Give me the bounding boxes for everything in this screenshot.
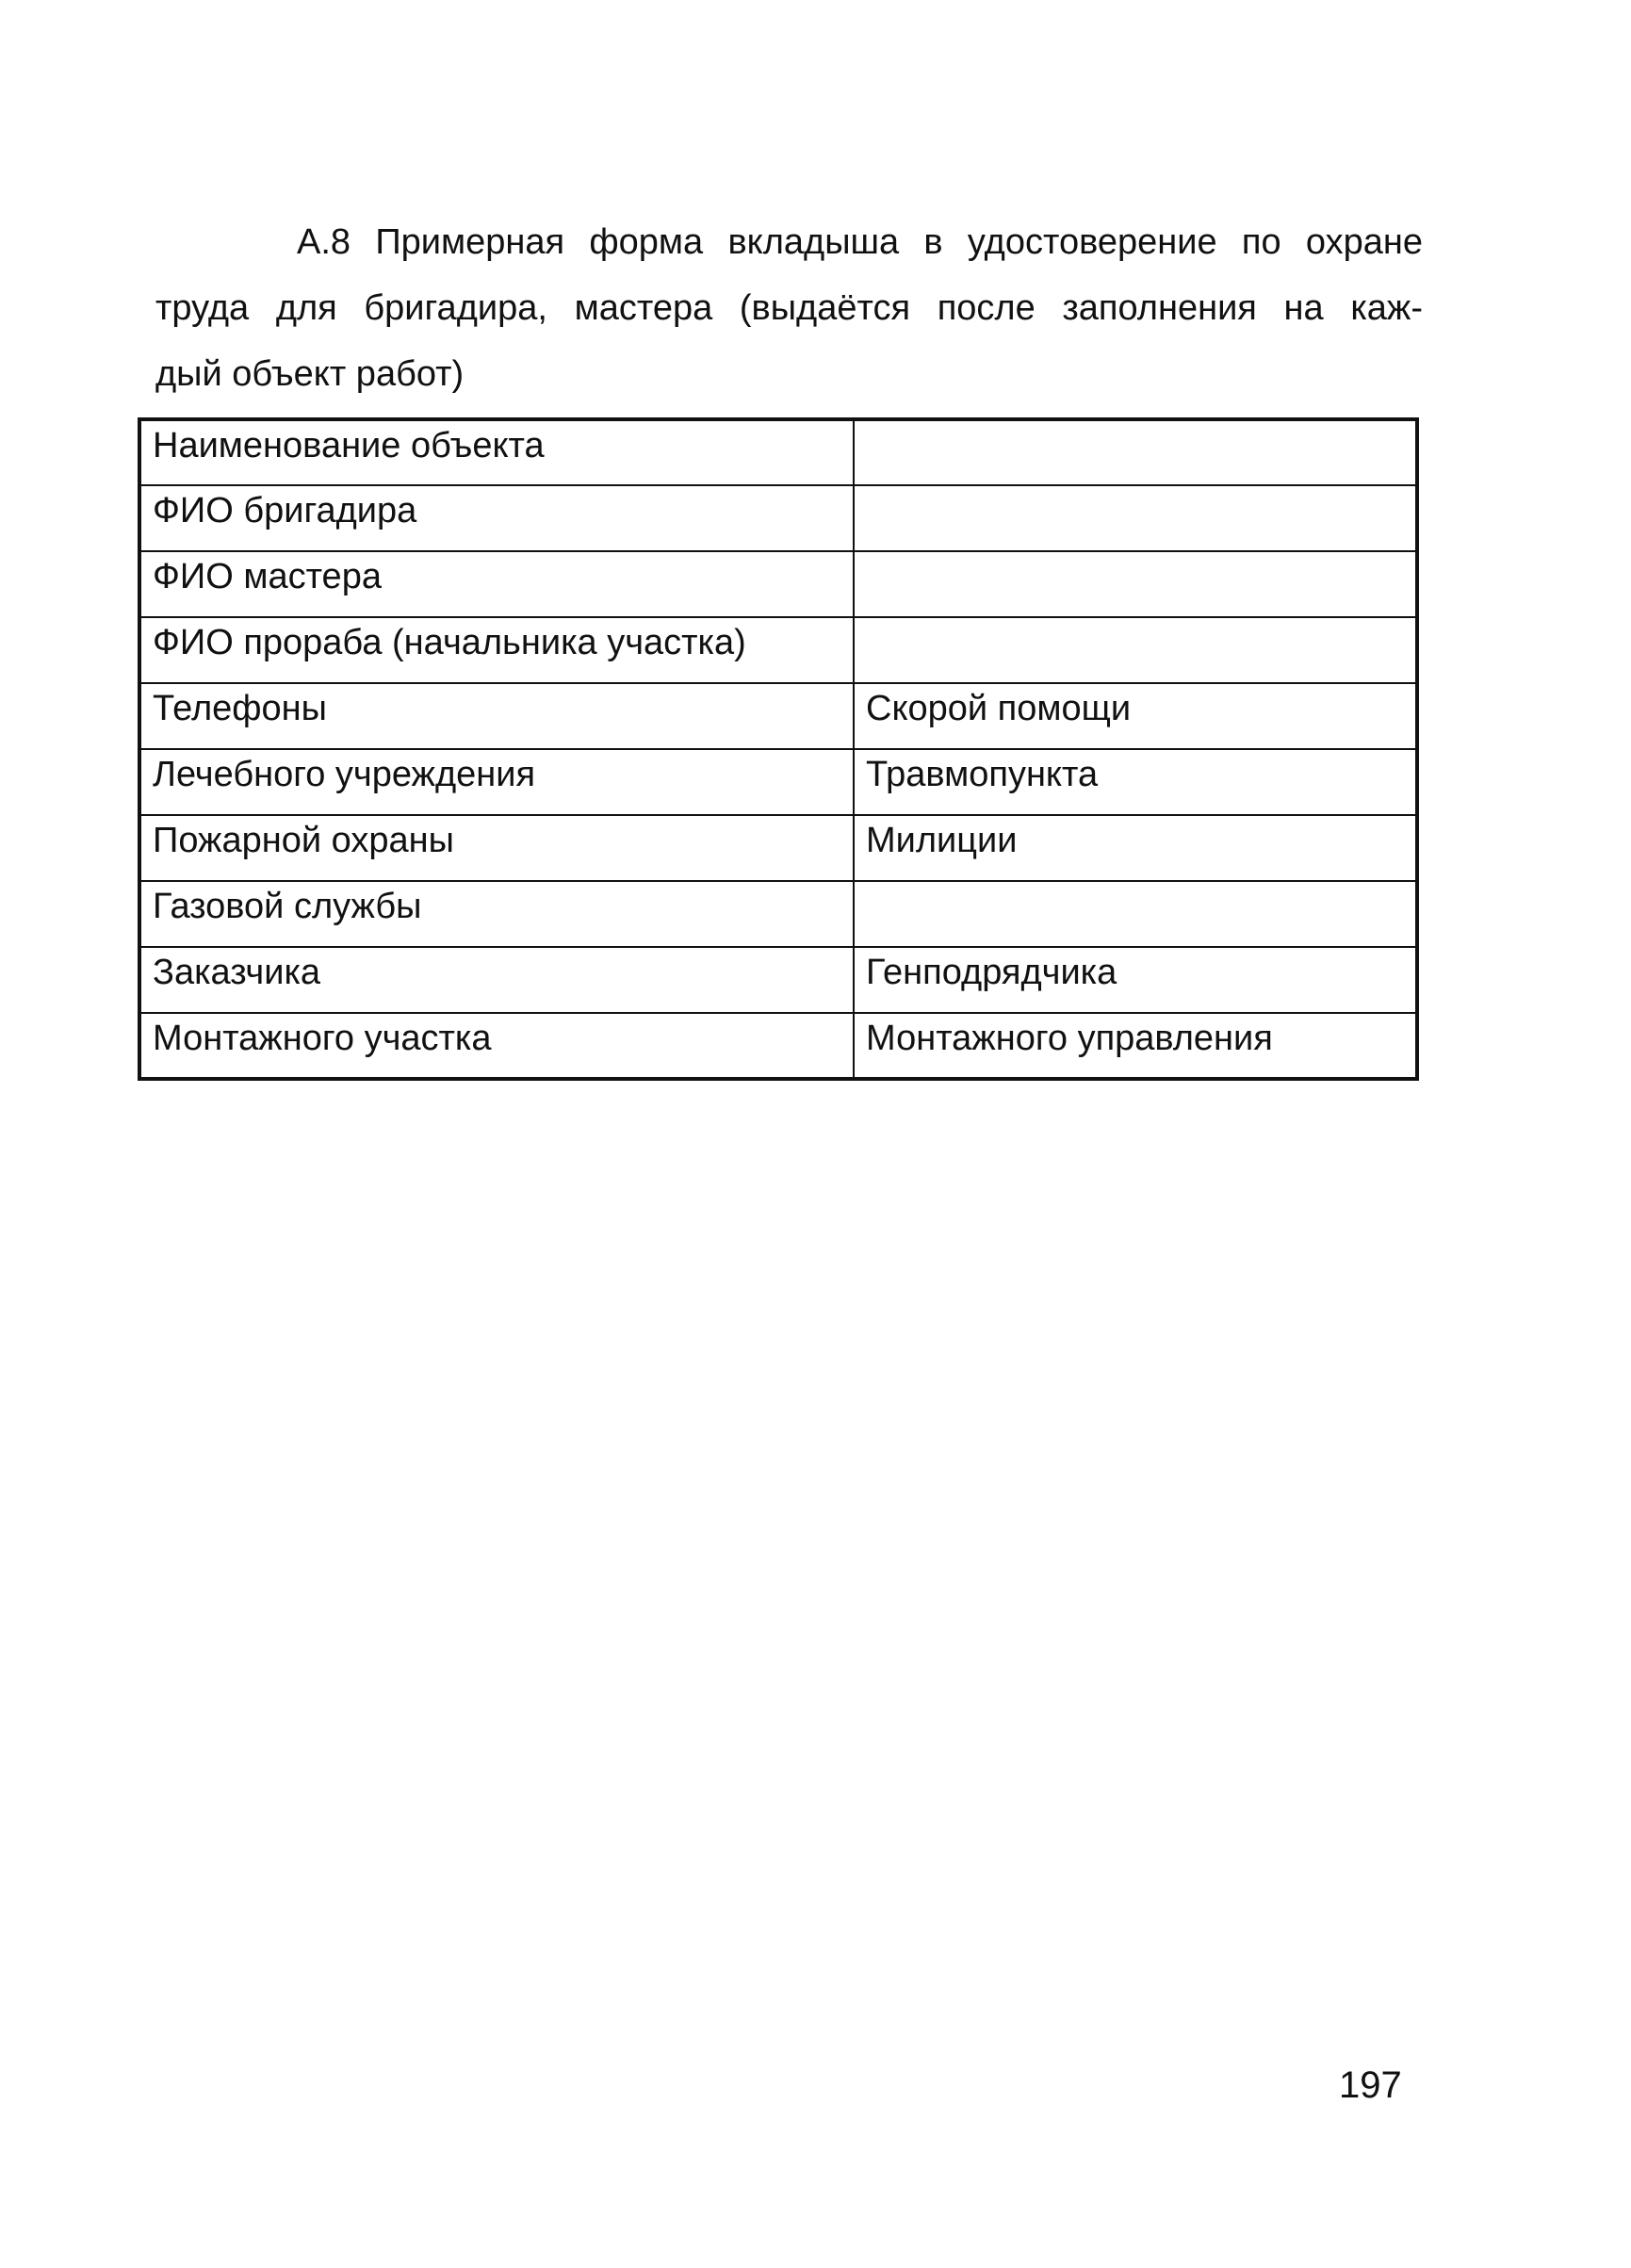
table-cell-value: Скорой помощи — [854, 683, 1417, 749]
table-cell-value: Милиции — [854, 815, 1417, 881]
table-cell-value — [854, 419, 1417, 485]
table-cell-label: ФИО мастера — [139, 551, 854, 617]
table-cell-label: Газовой службы — [139, 881, 854, 947]
heading-line: труда для бригадира, мастера (выдаётся после заполнения на каж- — [155, 288, 1423, 328]
table-cell-value — [854, 551, 1417, 617]
table-cell-label: Лечебного учреждения — [139, 749, 854, 815]
table-cell-label: Пожарной охраны — [139, 815, 854, 881]
table-row — [139, 749, 1417, 815]
table-cell-label: ФИО бригадира — [139, 485, 854, 551]
table-cell-label: Монтажного участка — [139, 1013, 854, 1079]
table-row — [139, 881, 1417, 947]
table-row — [139, 617, 1417, 683]
heading-line: дый объект работ) — [155, 354, 465, 394]
table-cell-value — [854, 881, 1417, 947]
table-cell-label: ФИО прораба (начальника участка) — [139, 617, 854, 683]
insert-form-table — [138, 417, 1419, 1081]
table-row — [139, 683, 1417, 749]
table-row — [139, 419, 1417, 485]
table-cell-label: Телефоны — [139, 683, 854, 749]
table-cell-value: Травмопункта — [854, 749, 1417, 815]
section-heading — [155, 209, 1423, 407]
table-cell-value: Монтажного управления — [854, 1013, 1417, 1079]
table-cell-label: Наименование объекта — [139, 419, 854, 485]
table-cell-value — [854, 617, 1417, 683]
table-row — [139, 1013, 1417, 1079]
heading-line: А.8 Примерная форма вкладыша в удостоверение по охране — [297, 222, 1423, 262]
table-cell-value — [854, 485, 1417, 551]
table-row — [139, 551, 1417, 617]
table-cell-value: Генподрядчика — [854, 947, 1417, 1013]
table-row — [139, 815, 1417, 881]
page-number: 197 — [1339, 2064, 1402, 2106]
table-row — [139, 947, 1417, 1013]
table-cell-label: Заказчика — [139, 947, 854, 1013]
table-row — [139, 485, 1417, 551]
